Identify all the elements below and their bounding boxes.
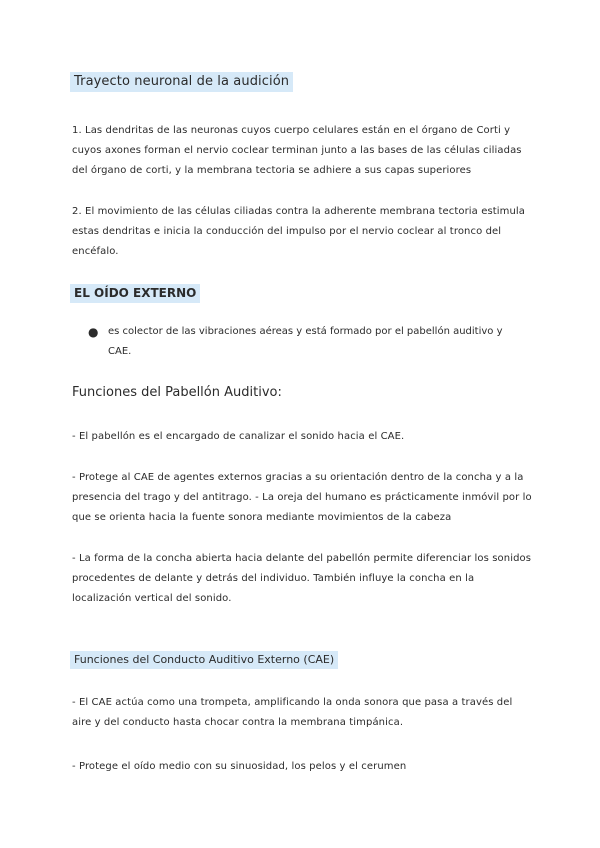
heading-oido-externo bbox=[70, 284, 200, 303]
paragraph-pabellon-3: - La forma de la concha abierta hacia delante del pabellón permite diferenciar los sonidos procedentes de delante y detrás del individuo. También influye la concha en la localización vertical del sonido. bbox=[72, 553, 532, 604]
bullet-item bbox=[88, 322, 528, 362]
bullet-text: es colector de las vibraciones aéreas y está formado por el pabellón auditivo y CAE. bbox=[108, 326, 503, 357]
heading-funciones-pabellon: Funciones del Pabellón Auditivo: bbox=[72, 385, 282, 400]
paragraph-pabellon-2: - Protege al CAE de agentes externos gracias a su orientación dentro de la concha y a la presencia del trago y del antitrago. - La oreja del humano es prácticamente inmóvil por lo que se orienta hacia la fuente sonora mediante movimientos de la cabeza bbox=[72, 472, 532, 523]
paragraph-cae-2: - Protege el oído medio con su sinuosidad, los pelos y el cerumen bbox=[72, 761, 407, 772]
paragraph-2: 2. El movimiento de las células ciliadas contra la adherente membrana tectoria estimula estas dendritas e inicia la conducción del impulso por el nervio coclear al tronco del encéfalo. bbox=[72, 206, 526, 257]
heading-text: Trayecto neuronal de la audición bbox=[70, 72, 293, 92]
heading-trayecto-neuronal bbox=[70, 72, 293, 92]
heading-text: Funciones del Conducto Auditivo Externo (CAE) bbox=[70, 651, 338, 669]
paragraph-pabellon-1: - El pabellón es el encargado de canalizar el sonido hacia el CAE. bbox=[72, 431, 405, 442]
heading-text: EL OÍDO EXTERNO bbox=[70, 284, 200, 303]
paragraph-cae-1: - El CAE actúa como una trompeta, amplificando la onda sonora que pasa a través del aire y del conducto hasta chocar contra la membrana timpánica. bbox=[72, 697, 513, 728]
paragraph-1: 1. Las dendritas de las neuronas cuyos cuerpo celulares están en el órgano de Corti y cuyos axones forman el nervio coclear terminan junto a las bases de las células ciliadas del órgano de corti, y la membrana tectoria se adhiere a sus capas superiores bbox=[72, 125, 522, 176]
bullet-icon: ● bbox=[88, 325, 99, 339]
heading-funciones-cae bbox=[70, 651, 338, 669]
